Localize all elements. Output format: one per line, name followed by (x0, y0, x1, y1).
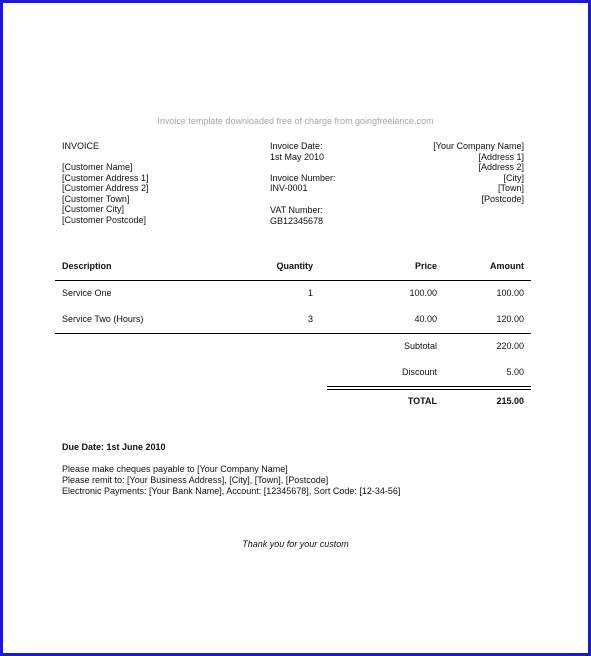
payment-note-electronic: Electronic Payments: [Your Bank Name], Account: [12345678], Sort Code: [12-34-56] (62, 486, 401, 496)
row-1-amount: 100.00 (496, 288, 524, 298)
customer-postcode: [Customer Postcode] (62, 214, 147, 225)
template-source-note: Invoice template downloaded free of charge from goingfreelance.com (157, 116, 434, 126)
payment-note-remit: Please remit to: [Your Business Address], [City], [Town], [Postcode] (62, 475, 329, 485)
vat-number-value: GB12345678 (270, 215, 324, 226)
col-header-price: Price (414, 261, 437, 271)
payment-note-cheques: Please make cheques payable to [Your Company Name] (62, 464, 288, 474)
customer-city: [Customer City] (62, 204, 125, 214)
subtotal-value: 220.00 (496, 341, 524, 351)
vat-number-label: VAT Number: (270, 205, 324, 215)
total-value: 215.00 (496, 396, 524, 406)
company-postcode: [Postcode] (481, 193, 524, 204)
invoice-date-label: Invoice Date: (270, 141, 323, 151)
row-2-description: Service Two (Hours) (62, 314, 144, 324)
subtotal-label: Subtotal (403, 341, 437, 351)
due-date: Due Date: 1st June 2010 (62, 442, 166, 452)
row-2-amount: 120.00 (496, 314, 524, 324)
invoice-number-label: Invoice Number: (270, 172, 336, 183)
total-divider-bottom (327, 389, 531, 390)
company-address-2: [Address 2] (478, 162, 524, 172)
customer-address-2: [Customer Address 2] (62, 183, 149, 193)
col-header-description: Description (62, 261, 112, 271)
discount-value: 5.00 (506, 367, 524, 377)
customer-address-1: [Customer Address 1] (62, 172, 149, 183)
col-header-quantity: Quantity (276, 261, 313, 271)
discount-label: Discount (401, 367, 437, 377)
col-header-amount: Amount (490, 261, 524, 271)
company-city: [City] (503, 172, 524, 183)
customer-name: [Customer Name] (62, 162, 133, 172)
rows-divider (55, 333, 531, 334)
customer-town: [Customer Town] (62, 193, 130, 204)
company-address-1: [Address 1] (478, 151, 524, 162)
row-2-price: 40.00 (414, 314, 437, 324)
row-2-quantity: 3 (307, 314, 313, 324)
row-1-price: 100.00 (409, 288, 437, 298)
company-town: [Town] (497, 183, 524, 193)
total-label: TOTAL (407, 396, 437, 406)
row-1-quantity: 1 (307, 288, 313, 298)
company-name: [Your Company Name] (433, 141, 524, 151)
total-divider-top (327, 386, 531, 387)
thank-you-message: Thank you for your custom (242, 539, 349, 549)
invoice-label: INVOICE (62, 141, 100, 151)
invoice-date-value: 1st May 2010 (270, 151, 325, 162)
invoice-number-value: INV-0001 (270, 183, 308, 193)
header-divider (55, 280, 531, 281)
row-1-description: Service One (62, 288, 112, 298)
